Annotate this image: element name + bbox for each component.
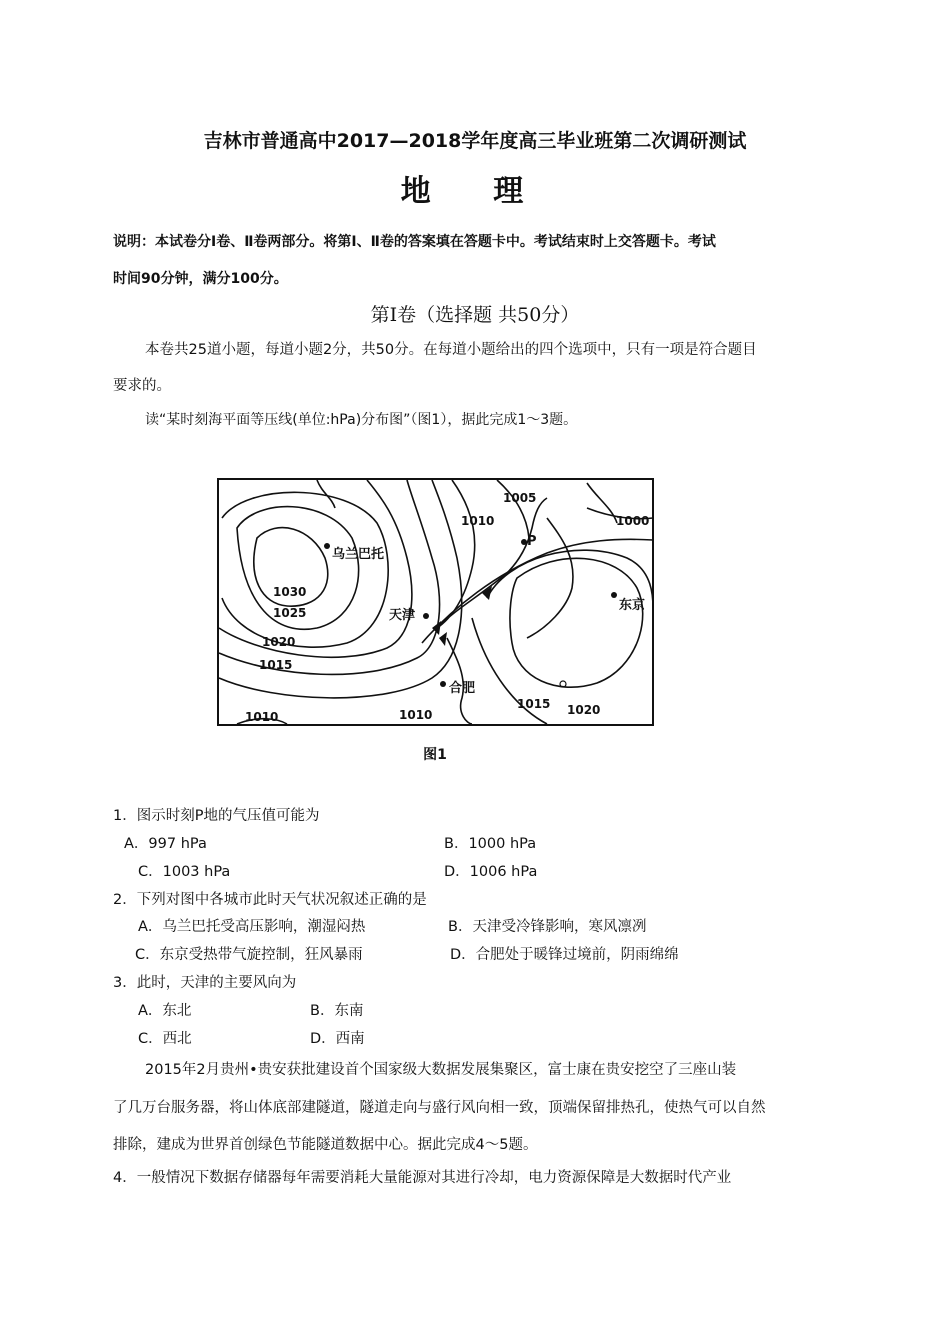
- section-intro-line-2: 要求的。: [113, 378, 171, 394]
- q2-option-a: A．乌兰巴托受高压影响，潮湿闷热: [138, 919, 366, 935]
- q2-stem: 2．下列对图中各城市此时天气状况叙述正确的是: [113, 892, 427, 908]
- passage-line-1: 2015年2月贵州•贵安获批建设首个国家级大数据发展集聚区，富士康在贵安挖空了三座山装: [145, 1062, 737, 1078]
- label-tokyo: 东京: [619, 598, 646, 613]
- q1-stem: 1．图示时刻P地的气压值可能为: [113, 808, 320, 824]
- ulaanbaatar-dot: [324, 543, 330, 549]
- isobar-label-1000: 1000: [616, 514, 650, 528]
- q3-stem: 3．此时，天津的主要风向为: [113, 975, 297, 991]
- isobar-label-1030: 1030: [273, 585, 307, 599]
- isobar-label-1010-bottom: 1010: [399, 708, 433, 722]
- q2-option-b: B．天津受冷锋影响，寒风凛冽: [448, 919, 647, 935]
- figure-caption: 图1: [423, 747, 447, 763]
- passage-line-2: 了几万台服务器，将山体底部建隧道，隧道走向与盛行风向相一致，顶端保留排热孔，使热气可以自然: [113, 1100, 766, 1116]
- label-ulaanbaatar: 乌兰巴托: [332, 547, 385, 562]
- instructions-line-1: 说明：本试卷分Ⅰ卷、Ⅱ卷两部分。将第Ⅰ、Ⅱ卷的答案填在答题卡中。考试结束时上交答题卡。考试: [113, 234, 716, 250]
- section-intro-line-1: 本卷共25道小题，每道小题2分，共50分。在每道小题给出的四个选项中，只有一项是符合题目: [145, 342, 757, 358]
- q3-option-a: A．东北: [138, 1003, 192, 1019]
- isobar-label-1015-bottom: 1015: [517, 697, 551, 711]
- isobar-label-1020-bottom: 1020: [567, 703, 601, 717]
- q3-option-c: C．西北: [138, 1031, 192, 1047]
- label-tianjin: 天津: [389, 608, 416, 623]
- tianjin-dot: [423, 613, 429, 619]
- q4-stem: 4．一般情况下数据存储器每年需要消耗大量能源对其进行冷却，电力资源保障是大数据时代产业: [113, 1170, 732, 1186]
- hefei-dot: [440, 681, 446, 687]
- q1-option-d: D．1006 hPa: [444, 864, 538, 880]
- q1-option-c: C．1003 hPa: [138, 864, 231, 880]
- isobar-label-1025: 1025: [273, 606, 307, 620]
- passage-line-3: 排除，建成为世界首创绿色节能隧道数据中心。据此完成4～5题。: [113, 1137, 538, 1153]
- q1-option-a: A．997 hPa: [124, 836, 207, 852]
- tokyo-dot: [611, 592, 617, 598]
- label-p: P: [527, 534, 537, 549]
- q2-option-d: D．合肥处于暖锋过境前，阴雨绵绵: [450, 947, 679, 963]
- subject-title: 地 理: [400, 174, 550, 209]
- map-frame: [218, 479, 653, 725]
- isobar-label-1010-left: 1010: [245, 710, 279, 724]
- read-prompt: 读“某时刻海平面等压线(单位:hPa)分布图”（图1），据此完成1～3题。: [145, 412, 578, 428]
- isobar-label-1015: 1015: [259, 658, 293, 672]
- q1-option-b: B．1000 hPa: [444, 836, 537, 852]
- section-title: 第Ⅰ卷（选择题 共50分）: [370, 304, 580, 326]
- exam-title: 吉林市普通高中2017—2018学年度高三毕业班第二次调研测试: [203, 130, 747, 152]
- isobar-map: [217, 478, 654, 726]
- instructions-line-2: 时间90分钟，满分100分。: [113, 271, 288, 287]
- isobar-label-1010-top: 1010: [461, 514, 495, 528]
- q3-option-d: D．西南: [310, 1031, 365, 1047]
- q2-option-c: C．东京受热带气旋控制，狂风暴雨: [135, 947, 363, 963]
- label-hefei: 合肥: [449, 681, 476, 696]
- isobar-label-1020: 1020: [262, 635, 296, 649]
- q3-option-b: B．东南: [310, 1003, 364, 1019]
- isobar-label-1005: 1005: [503, 491, 537, 505]
